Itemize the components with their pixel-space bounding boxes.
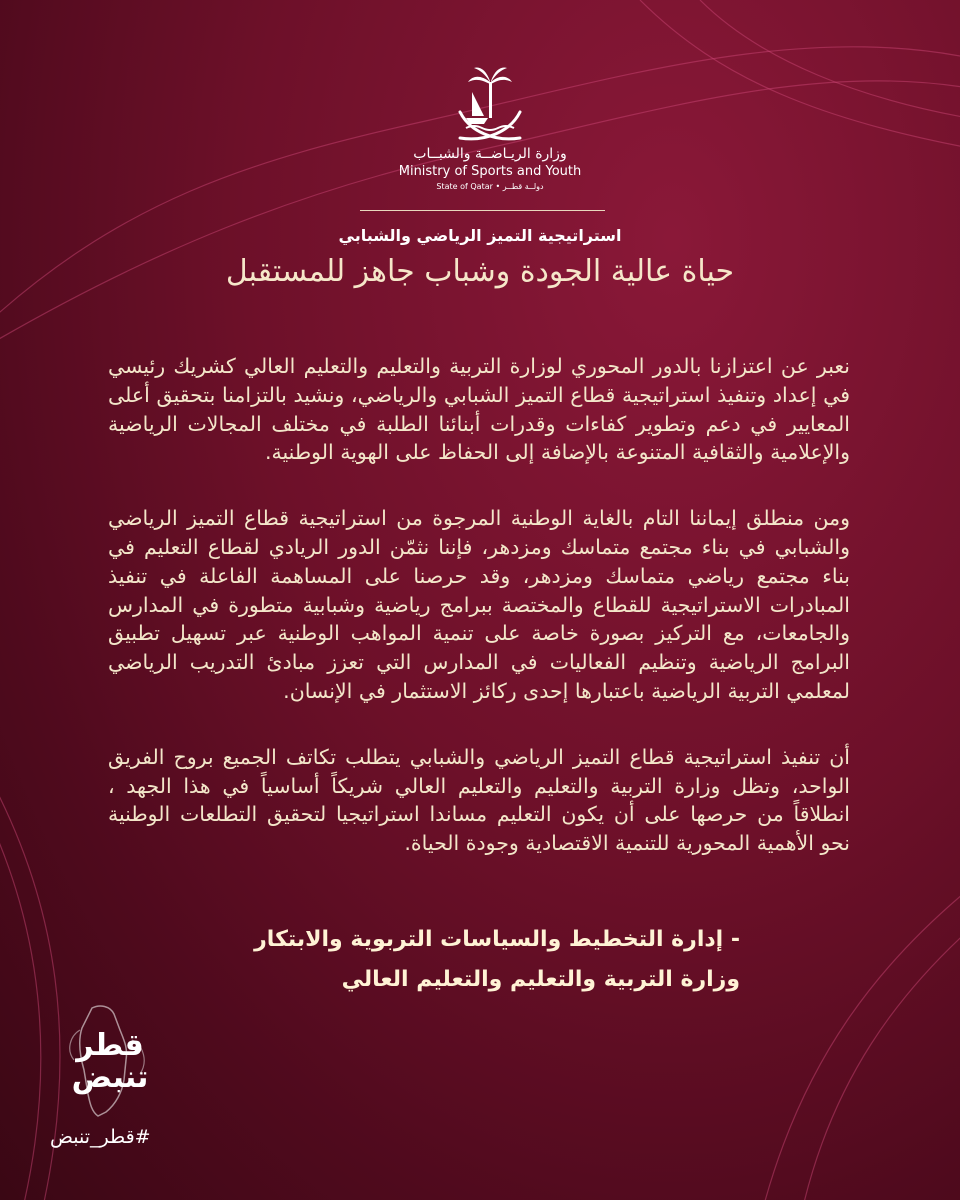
signature-department: - إدارة التخطيط والسياسات التربوية والابتكار	[254, 927, 740, 952]
signature-ministry: وزارة التربية والتعليم والتعليم العالي	[341, 967, 740, 992]
qatar-pulse-logo: قطر تنبض	[71, 1028, 149, 1095]
ministry-emblem-icon	[450, 62, 530, 150]
tagline-heading: حياة عالية الجودة وشباب جاهز للمستقبل	[225, 254, 735, 289]
ministry-name-english: Ministry of Sports and Youth	[398, 164, 582, 179]
header-divider	[360, 210, 605, 211]
hashtag: #قطر_تنبض	[50, 1126, 151, 1148]
letter-body	[108, 352, 850, 895]
state-of-qatar-label: State of Qatar • دولــة قطــر	[436, 182, 544, 191]
paragraph-2: ومن منطلق إيماننا التام بالغاية الوطنية المرجوة من استراتيجية قطاع التميز الرياضي والشبابي في بناء مجتمع متماسك ومزدهر، فإننا نثمّن الدور الريادي لقطاع التعليم في بناء مجتمع رياضي متماسك ومزدهر، وقد حرصنا على المساهمة الفاعلة في تنفيذ المبادرات الاستراتيجية للقطاع والمختصة ببرامج رياضية وشبابية متطورة في المدارس والجامعات، مع التركيز بصورة خاصة على تنمية المواهب الوطنية عبر تسهيل تطبيق البرامج الرياضية وتنظيم الفعاليات في المدارس التي تعزز مبادئ التدريب الرياضي لمعلمي التربية الرياضية باعتبارها إحدى ركائز الاستثمار في الإنسان.	[108, 506, 850, 703]
signature-block	[180, 920, 740, 1000]
paragraph-3: أن تنفيذ استراتيجية قطاع التميز الرياضي والشبابي يتطلب تكاتف الجميع بروح الفريق الواحد، وتظل وزارة التربية والتعليم والتعليم العالي شريكاً أساسياً في هذا الجهد ، انطلاقاً من حرصها على أن يكون التعليم مساندا استراتيجيا لتحقيق التطلعات الوطنية نحو الأهمية المحورية للتنمية الاقتصادية وجودة الحياة.	[108, 744, 850, 856]
paragraph-1: نعبر عن اعتزازنا بالدور المحوري لوزارة التربية والتعليم والتعليم العالي كشريك رئيسي في إعداد وتنفيذ استراتيجية قطاع التميز الشبابي والرياضي، ونشيد بالتزامنا بتحقيق أعلى المعايير في دعم وتطوير كفاءات وقدرات أبنائنا الطلبة في مختلف المجالات الرياضية والإعلامية والثقافية المتنوعة بالإضافة إلى الحفاظ على الهوية الوطنية.	[108, 354, 850, 465]
ministry-name-arabic: وزارة الريـاضــة والشبــاب	[413, 146, 567, 162]
strategy-title: استراتيجية التميز الرياضي والشبابي	[338, 226, 622, 245]
